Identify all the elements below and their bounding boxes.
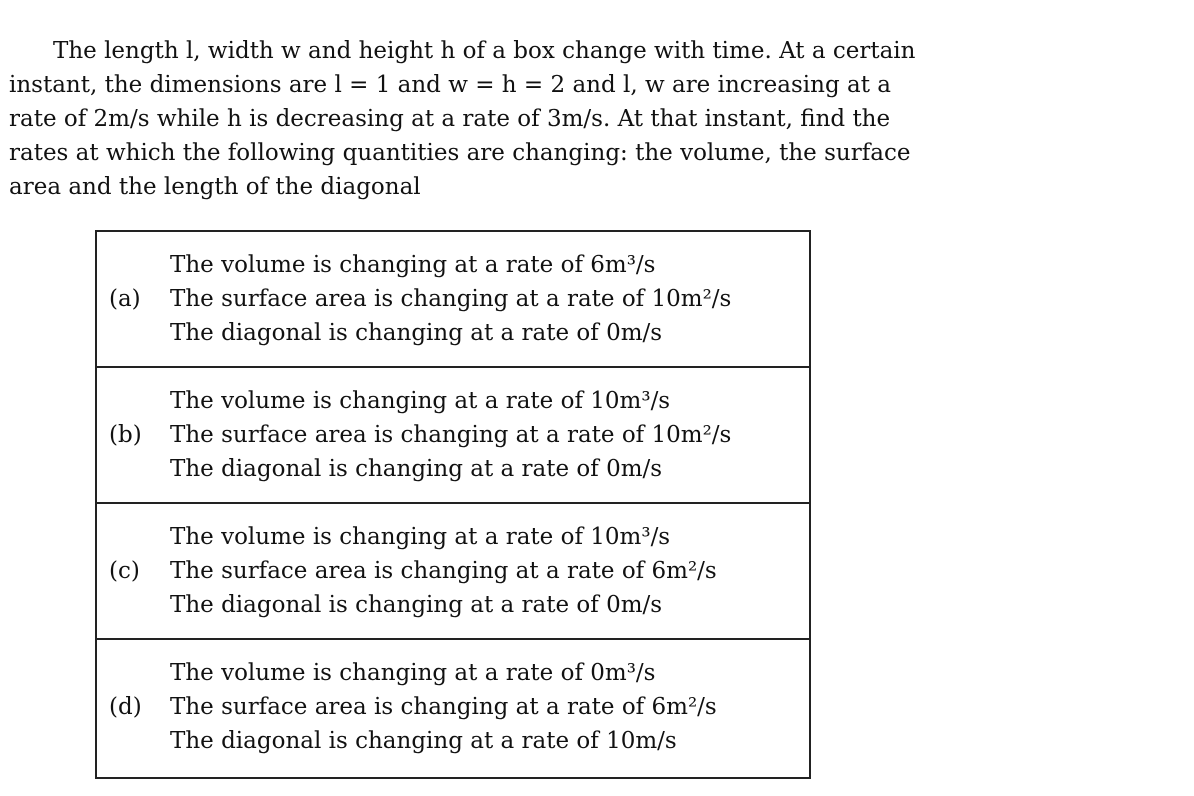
question-text <box>9 34 921 204</box>
option-volume-line: The volume is changing at a rate of 6m³/s <box>170 252 656 278</box>
option-surface-line: The surface area is changing at a rate of 6m²/s <box>170 558 717 584</box>
option-text <box>170 384 731 486</box>
option-surface-line: The surface area is changing at a rate of 10m²/s <box>170 422 732 448</box>
option-surface-line: The surface area is changing at a rate of 6m²/s <box>170 694 717 720</box>
question-line: area and the length of the diagonal <box>9 174 421 200</box>
answer-options-table <box>95 230 811 779</box>
option-diagonal-line: The diagonal is changing at a rate of 10m/s <box>170 728 677 754</box>
answer-option-d[interactable] <box>97 640 809 777</box>
option-surface-line: The surface area is changing at a rate of 10m²/s <box>170 286 732 312</box>
option-letter: (b) <box>109 422 142 448</box>
question-line: instant, the dimensions are l = 1 and w = h = 2 and l, w are increasing at a <box>9 72 891 98</box>
option-diagonal-line: The diagonal is changing at a rate of 0m/s <box>170 456 663 482</box>
option-text <box>170 656 717 758</box>
option-letter: (c) <box>109 558 140 584</box>
option-diagonal-line: The diagonal is changing at a rate of 0m/s <box>170 320 663 346</box>
option-letter: (d) <box>109 694 142 720</box>
option-volume-line: The volume is changing at a rate of 0m³/s <box>170 660 656 686</box>
option-text <box>170 248 731 350</box>
question-line: rates at which the following quantities are changing: the volume, the surface <box>9 140 911 166</box>
option-volume-line: The volume is changing at a rate of 10m³/s <box>170 388 671 414</box>
answer-option-b[interactable] <box>97 368 809 504</box>
answer-option-c[interactable] <box>97 504 809 640</box>
question-line: rate of 2m/s while h is decreasing at a rate of 3m/s. At that instant, find the <box>9 106 891 132</box>
question-line: The length l, width w and height h of a box change with time. At a certain <box>53 38 916 64</box>
option-diagonal-line: The diagonal is changing at a rate of 0m/s <box>170 592 663 618</box>
option-text <box>170 520 717 622</box>
answer-option-a[interactable] <box>97 232 809 368</box>
option-letter: (a) <box>109 286 141 312</box>
option-volume-line: The volume is changing at a rate of 10m³/s <box>170 524 671 550</box>
